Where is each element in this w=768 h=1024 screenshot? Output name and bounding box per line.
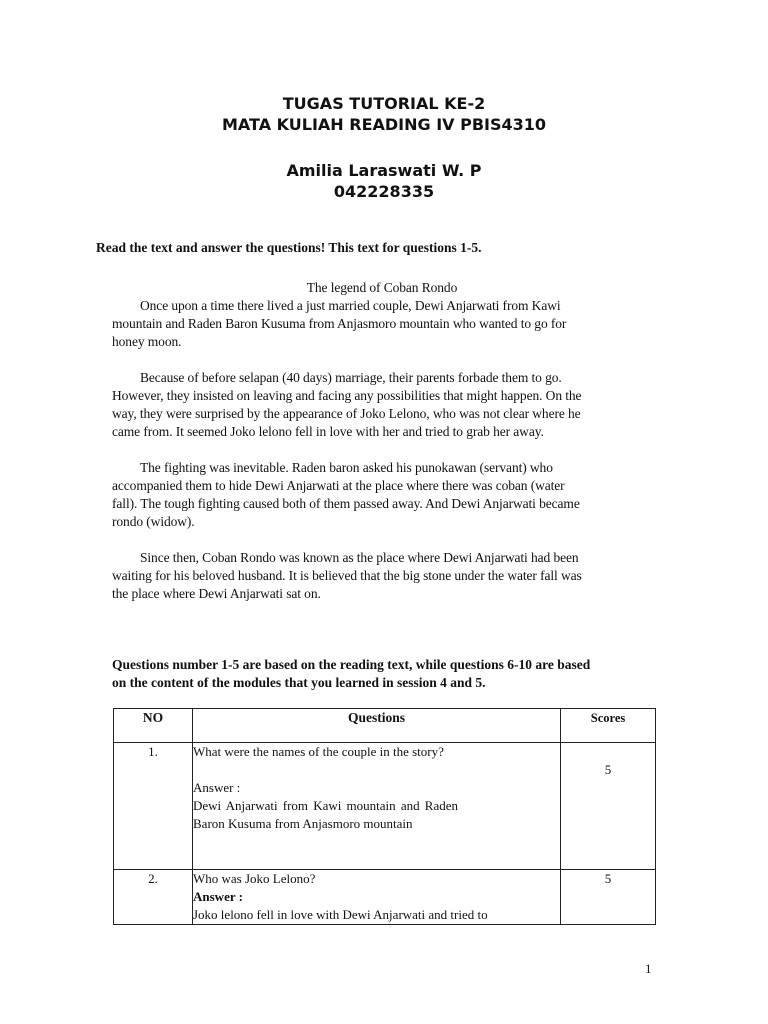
story-line: The fighting was inevitable. Raden baron asked his punokawan (servant) who xyxy=(140,460,553,475)
questions-table xyxy=(113,708,656,925)
qa-block xyxy=(193,743,458,833)
story-text xyxy=(112,279,652,603)
story-line: However, they insisted on leaving and facing any possibilities that might happen. On the xyxy=(112,388,582,403)
story-title: The legend of Coban Rondo xyxy=(306,280,458,295)
story-line: waiting for his beloved husband. It is believed that the big stone under the water fall was xyxy=(112,568,582,583)
story-paragraph-4 xyxy=(112,549,652,603)
row-number: 2. xyxy=(114,870,193,925)
answer-text: Dewi Anjarwati from Kawi mountain and Raden Baron Kusuma from Anjasmoro mountain xyxy=(193,798,458,831)
row-score-cell xyxy=(561,743,656,870)
story-line: honey moon. xyxy=(112,334,182,349)
row-question-cell xyxy=(193,743,561,870)
author-block xyxy=(0,160,768,202)
row-question-cell xyxy=(193,870,561,925)
row-score-cell xyxy=(561,870,656,925)
table-row xyxy=(114,870,656,925)
header-scores: Scores xyxy=(561,709,656,743)
assignment-title: TUGAS TUTORIAL KE-2 xyxy=(282,94,486,113)
row-score: 5 xyxy=(604,871,612,886)
story-line: accompanied them to hide Dewi Anjarwati at the place where there was coban (water xyxy=(112,478,565,493)
table-row xyxy=(114,743,656,870)
answer-text: Joko lelono fell in love with Dewi Anjarwati and tried to xyxy=(193,907,488,922)
answer-label: Answer : xyxy=(193,780,241,795)
header-no: NO xyxy=(114,709,193,743)
question-text: Who was Joko Lelono? xyxy=(193,871,316,886)
course-title: MATA KULIAH READING IV PBIS4310 xyxy=(221,115,547,134)
questions-instruction-line: on the content of the modules that you learned in session 4 and 5. xyxy=(112,675,486,690)
questions-instruction-line: Questions number 1-5 are based on the reading text, while questions 6-10 are based xyxy=(112,657,591,672)
story-line: the place where Dewi Anjarwati sat on. xyxy=(112,586,321,601)
story-paragraph-3 xyxy=(112,459,652,531)
question-text: What were the names of the couple in the story? xyxy=(193,744,444,759)
story-line: came from. It seemed Joko lelono fell in love with her and tried to grab her away. xyxy=(112,424,544,439)
story-line: rondo (widow). xyxy=(112,514,195,529)
author-name: Amilia Laraswati W. P xyxy=(286,161,482,180)
reading-instruction: Read the text and answer the questions! This text for questions 1-5. xyxy=(96,240,482,255)
row-score: 5 xyxy=(604,762,612,777)
questions-instruction xyxy=(112,656,672,692)
answer-label: Answer : xyxy=(193,889,243,904)
story-line: mountain and Raden Baron Kusuma from Anjasmoro mountain who wanted to go for xyxy=(112,316,567,331)
story-line: Since then, Coban Rondo was known as the place where Dewi Anjarwati had been xyxy=(140,550,579,565)
story-line: way, they were surprised by the appearance of Joko Lelono, who was not clear where he xyxy=(112,406,581,421)
story-paragraph-2 xyxy=(112,369,652,441)
header-questions: Questions xyxy=(193,709,561,743)
row-number: 1. xyxy=(114,743,193,870)
student-id: 042228335 xyxy=(333,182,435,201)
story-paragraph-1 xyxy=(112,297,652,351)
table-header-row xyxy=(114,709,656,743)
title-block xyxy=(0,93,768,135)
story-line: fall). The tough fighting caused both of them passed away. And Dewi Anjarwati became xyxy=(112,496,580,511)
story-line: Because of before selapan (40 days) marriage, their parents forbade them to go. xyxy=(140,370,562,385)
story-line: Once upon a time there lived a just married couple, Dewi Anjarwati from Kawi xyxy=(140,298,561,313)
page-number: 1 xyxy=(645,961,652,976)
